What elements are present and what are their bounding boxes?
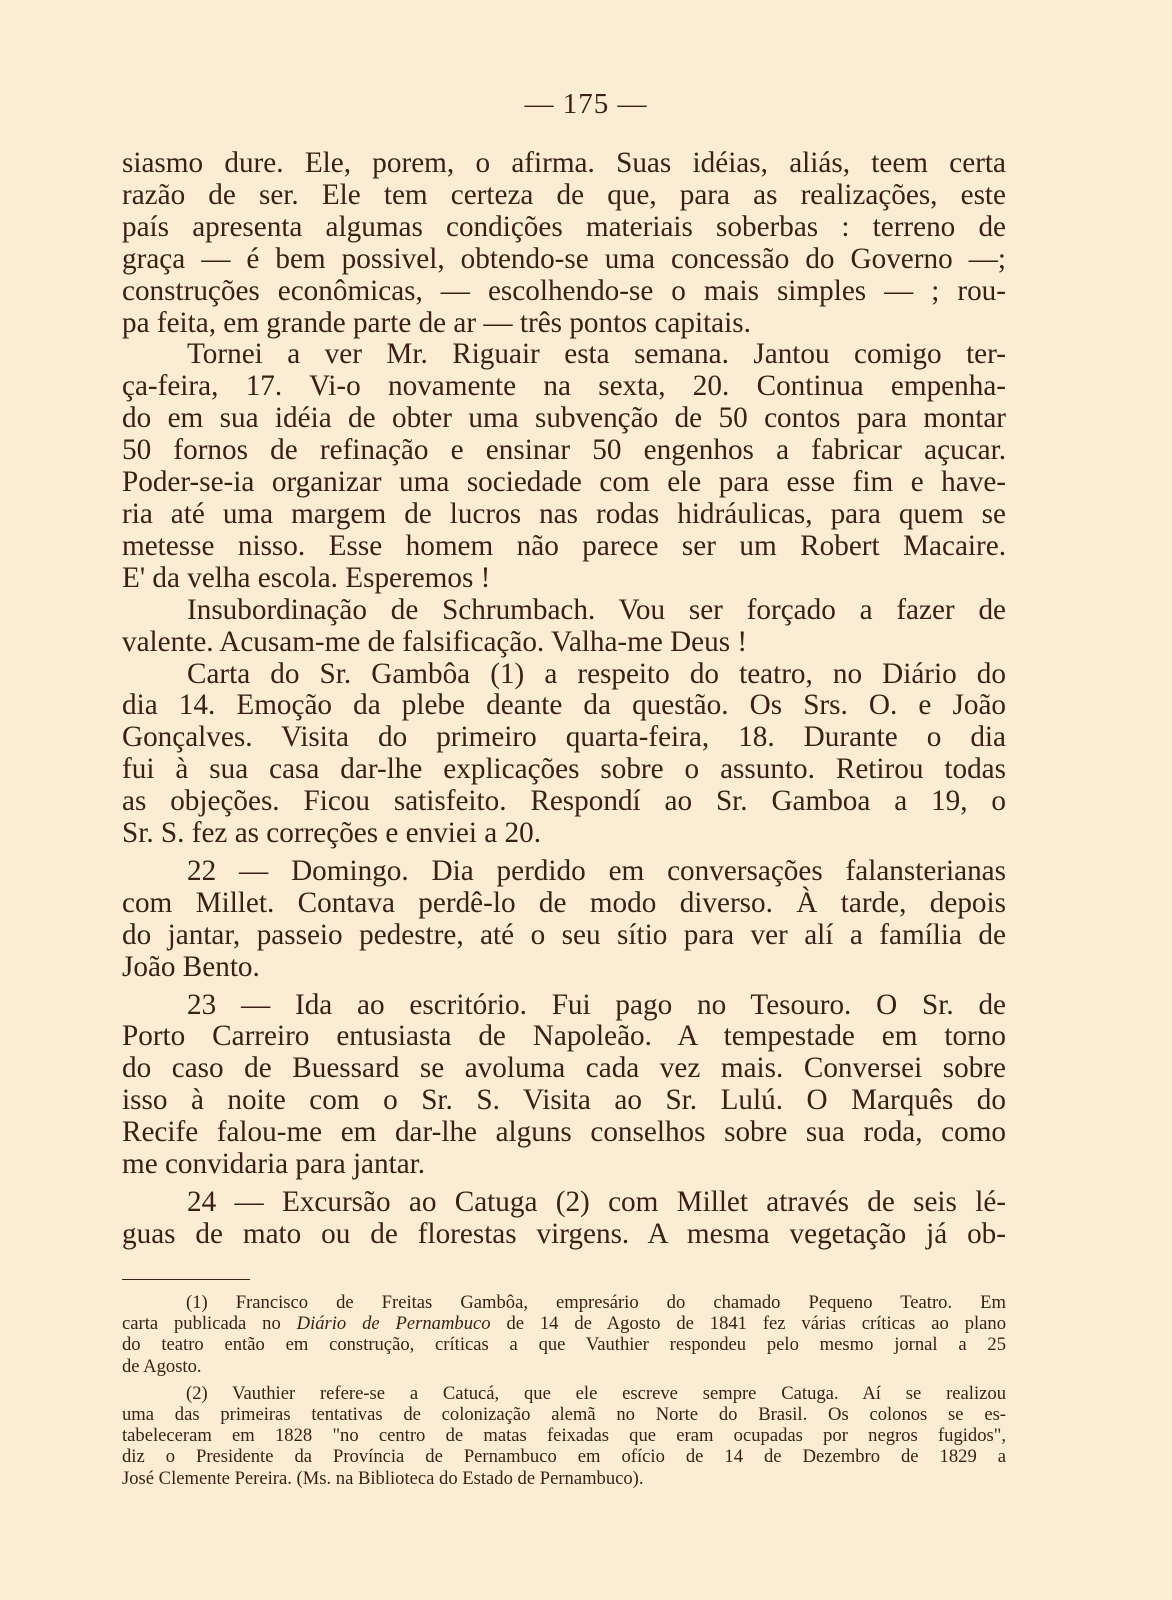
text-line: Sr. S. fez as correções e enviei a 20. bbox=[122, 817, 541, 850]
text-line: Recife falou-me em dar-lhe alguns conselhos sobre sua roda, como bbox=[122, 1116, 1006, 1149]
italic-title: Diário de Pernambuco bbox=[296, 1313, 491, 1335]
text-line: ria até uma margem de lucros nas rodas hidráulicas, para quem se bbox=[122, 497, 1006, 530]
text-line: 24 — Excursão ao Catuga (2) com Millet através de seis lé- bbox=[187, 1186, 1006, 1218]
text-line: dia 14. Emoção da plebe deante da questão. Os Srs. O. e João bbox=[122, 689, 1006, 722]
text-line: construções econômicas, — escolhendo-se o mais simples — ; rou- bbox=[122, 274, 1006, 307]
text-line: E' da velha escola. Esperemos ! bbox=[122, 561, 491, 594]
text-line: país apresenta algumas condições materiais soberbas : terreno de bbox=[122, 210, 1006, 243]
paragraph bbox=[122, 990, 1006, 1181]
footnote bbox=[122, 1383, 1006, 1489]
text-line: fui à sua casa dar-lhe explicações sobre o assunto. Retirou todas bbox=[122, 753, 1006, 786]
footnote-separator-rule bbox=[122, 1279, 250, 1280]
paragraph bbox=[122, 339, 1006, 594]
paragraph bbox=[122, 659, 1006, 850]
text-line: metesse nisso. Esse homem não parece ser um Robert Macaire. bbox=[122, 529, 1006, 562]
text-line: 23 — Ida ao escritório. Fui pago no Tesouro. O Sr. de bbox=[187, 988, 1006, 1021]
text-line: Carta do Sr. Gambôa (1) a respeito do teatro, no Diário do bbox=[187, 657, 1006, 690]
text-line: 50 fornos de refinação e ensinar 50 engenhos a fabricar açucar. bbox=[122, 434, 1006, 467]
text-line: do jantar, passeio pedestre, até o seu sítio para ver alí a família de bbox=[122, 918, 1006, 951]
footnote bbox=[122, 1292, 1006, 1377]
paragraph bbox=[122, 595, 1006, 659]
text-line: com Millet. Contava perdê-lo de modo diverso. À tarde, depois bbox=[122, 886, 1006, 919]
text-line: do caso de Buessard se avoluma cada vez mais. Conversei sobre bbox=[122, 1052, 1006, 1085]
footnote-line: (1) Francisco de Freitas Gambôa, empresário do chamado Pequeno Teatro. Em bbox=[186, 1292, 1006, 1313]
footnote-line: uma das primeiras tentativas de colonização alemã no Norte do Brasil. Os colonos se es- bbox=[122, 1404, 1006, 1426]
text-line: 22 — Domingo. Dia perdido em conversações falansterianas bbox=[187, 854, 1006, 887]
text-line: me convidaria para jantar. bbox=[122, 1148, 426, 1181]
text-line: razão de ser. Ele tem certeza de que, para as realizações, este bbox=[122, 178, 1006, 211]
text-line: as objeções. Ficou satisfeito. Respondí ao Sr. Gamboa a 19, o bbox=[122, 785, 1006, 818]
text-line: ça-feira, 17. Vi-o novamente na sexta, 20. Continua empenha- bbox=[122, 370, 1006, 403]
text-line: pa feita, em grande parte de ar — três pontos capitais. bbox=[122, 306, 751, 339]
paragraph bbox=[122, 856, 1006, 984]
footnotes bbox=[122, 1292, 1006, 1489]
text-line: valente. Acusam-me de falsificação. Valha-me Deus ! bbox=[122, 625, 748, 658]
footnote-line: José Clemente Pereira. (Ms. na Biblioteca do Estado de Pernambuco). bbox=[122, 1467, 644, 1489]
text-line: do em sua idéia de obter uma subvenção de 50 contos para montar bbox=[122, 402, 1006, 435]
footnote-line: de Agosto. bbox=[122, 1355, 202, 1377]
text-line: Gonçalves. Visita do primeiro quarta-feira, 18. Durante o dia bbox=[122, 721, 1006, 754]
footnote-line: carta publicada no Diário de Pernambuco de 14 de Agosto de 1841 fez várias críticas ao plano bbox=[122, 1313, 1007, 1335]
text-line: isso à noite com o Sr. S. Visita ao Sr. Lulú. O Marquês do bbox=[122, 1084, 1006, 1117]
text-line: siasmo dure. Ele, porem, o afirma. Suas idéias, aliás, teem certa bbox=[122, 147, 1006, 179]
text-line: Tornei a ver Mr. Riguair esta semana. Jantou comigo ter- bbox=[187, 338, 1006, 371]
footnote-line: diz o Presidente da Província de Pernambuco em ofício de 14 de Dezembro de 1829 a bbox=[122, 1446, 1006, 1468]
text-line: guas de mato ou de florestas virgens. A mesma vegetação já ob- bbox=[122, 1217, 1006, 1250]
footnote-line: do teatro então em construção, críticas a que Vauthier respondeu pelo mesmo jornal a 25 bbox=[122, 1334, 1006, 1356]
body-text bbox=[122, 148, 1006, 1251]
paragraph bbox=[122, 148, 1006, 339]
footnote-line: tabeleceram em 1828 "no centro de matas feixadas que eram ocupadas por negros fugidos", bbox=[122, 1425, 1006, 1447]
text-line: Porto Carreiro entusiasta de Napoleão. A tempestade em torno bbox=[122, 1020, 1006, 1053]
page-number: — 175 — bbox=[524, 88, 648, 120]
footnote-line: (2) Vauthier refere-se a Catucá, que ele escreve sempre Catuga. Aí se realizou bbox=[186, 1382, 1006, 1404]
text-line: Insubordinação de Schrumbach. Vou ser forçado a fazer de bbox=[187, 593, 1006, 626]
paragraph bbox=[122, 1187, 1006, 1251]
text-line: Poder-se-ia organizar uma sociedade com ele para esse fim e have- bbox=[122, 466, 1006, 499]
text-line: graça — é bem possivel, obtendo-se uma concessão do Governo —; bbox=[122, 242, 1006, 275]
text-line: João Bento. bbox=[122, 950, 260, 983]
